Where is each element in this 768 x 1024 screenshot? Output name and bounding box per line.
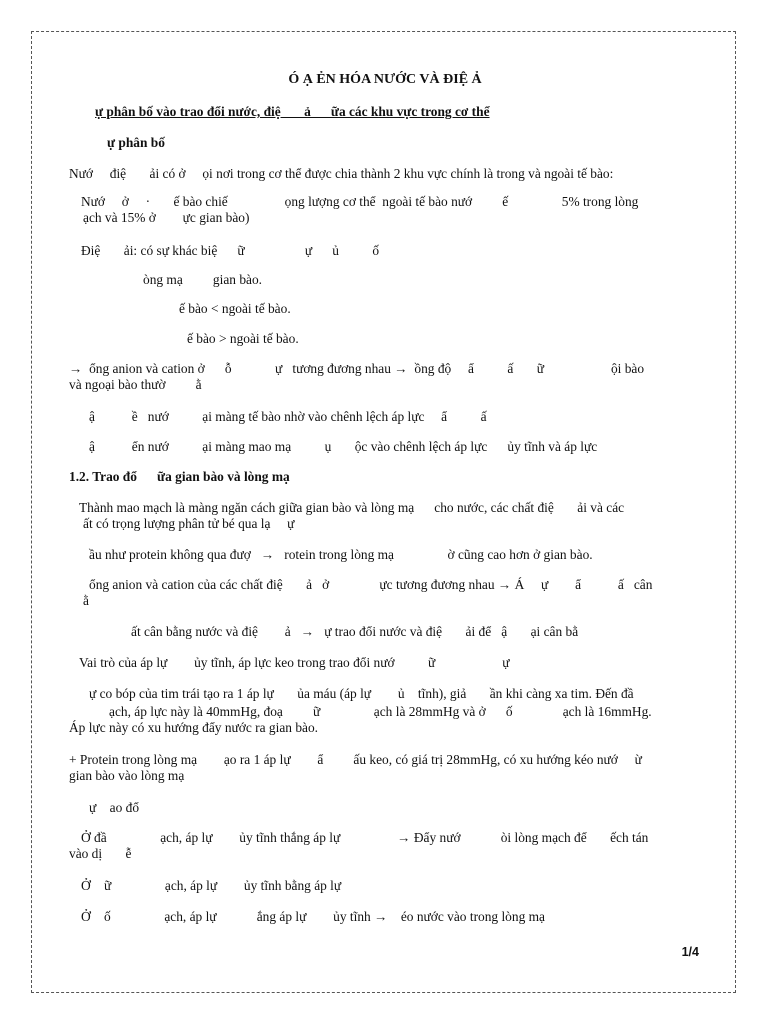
document-title: Ó Ạ ẺN HÓA NƯỚC VÀ ĐIỆ Ả [288,72,482,87]
paragraph-line: ất có trọng lượng phân tử bé qua lạ ự [83,516,295,531]
paragraph-line: ậ ề nướ ại màng tế bào nhờ vào chênh lệch áp lực ẩ ấ [89,409,487,424]
paragraph-line: Nướ điệ ải có ở ọi nơi trong cơ thể được chia thành 2 khu vực chính là trong và ngoài tế bào: [69,166,614,181]
paragraph-line: ằ [83,593,89,608]
paragraph-line: ự co bóp của tim trái tạo ra 1 áp lự ủa máu (áp lự ủ tĩnh), giả ần khi càng xa tim. Đến đầ [89,686,634,701]
sub-heading-exchange: 1.2. Trao đổ ữa gian bào và lòng mạ [69,469,290,484]
paragraph-line: Ở ữ ạch, áp lự ủy tĩnh bằng áp lự [81,878,342,893]
paragraph-line: ế bào < ngoài tế bào. [179,301,291,316]
section-heading: ự phân bố vào trao đổi nước, điệ ả ữa các khu vực trong cơ thể [95,104,490,119]
paragraph-line: ất cân bằng nước và điệ ả → ự trao đổi nước và điệ ải để ậ ại cân bằ [131,624,579,639]
paragraph-line: Nướ ở · ế bào chiế ọng lượng cơ thể ngoài tế bào nướ ế 5% trong lòng [81,194,639,209]
paragraph-line: ầu như protein không qua đượ → rotein trong lòng mạ ờ cũng cao hơn ở gian bào. [89,547,593,562]
paragraph-line: ạch và 15% ở ực gian bào) [83,210,250,225]
paragraph-line: ạch, áp lực này là 40mmHg, đoạ ữ ạch là 28mmHg và ở ố ạch là 16mmHg. [109,704,652,719]
paragraph-line: Ở ố ạch, áp lự ắng áp lự ủy tĩnh → éo nước vào trong lòng mạ [81,909,545,924]
paragraph-line: vào dị ễ [69,846,132,861]
paragraph-line: ậ ển nướ ại màng mao mạ ụ ộc vào chênh lệch áp lực ủy tĩnh và áp lực [89,439,598,454]
paragraph-line: + Protein trong lòng mạ ạo ra 1 áp lự ẩ ấu keo, có giá trị 28mmHg, có xu hướng kéo nướ ừ [69,752,642,767]
paragraph-line: Áp lực này có xu hướng đẩy nước ra gian bào. [69,720,319,735]
paragraph-line: Ở đầ ạch, áp lự ủy tĩnh thắng áp lự → Đẩy nướ òi lòng mạch để ếch tán [81,830,649,845]
page-number: 1/4 [681,945,699,959]
paragraph-line: ổng anion và cation của các chất điệ ả ở ực tương đương nhau → Á ự ẩ ấ cân [89,577,653,592]
paragraph-line: òng mạ gian bào. [143,272,263,287]
paragraph-line: và ngoại bào thườ ằ [69,377,202,392]
sub-heading-distribution: ự phân bố [107,135,165,150]
paragraph-line: Vai trò của áp lự ủy tĩnh, áp lực keo trong trao đổi nướ ữ ự [79,655,510,670]
paragraph-line: → ổng anion và cation ở ỗ ự tương đương nhau → ồng độ ẩ ấ ữ ội bào [69,361,645,376]
paragraph-line: ự ao đổ [89,800,140,815]
paragraph-line: ế bào > ngoài tế bào. [187,331,299,346]
paragraph-line: gian bào vào lòng mạ [69,768,185,783]
paragraph-line: Thành mao mạch là màng ngăn cách giữa gian bào và lòng mạ cho nước, các chất điệ ải và các [79,500,625,515]
paragraph-line: Điệ ải: có sự khác biệ ữ ự ủ ố [81,243,380,258]
